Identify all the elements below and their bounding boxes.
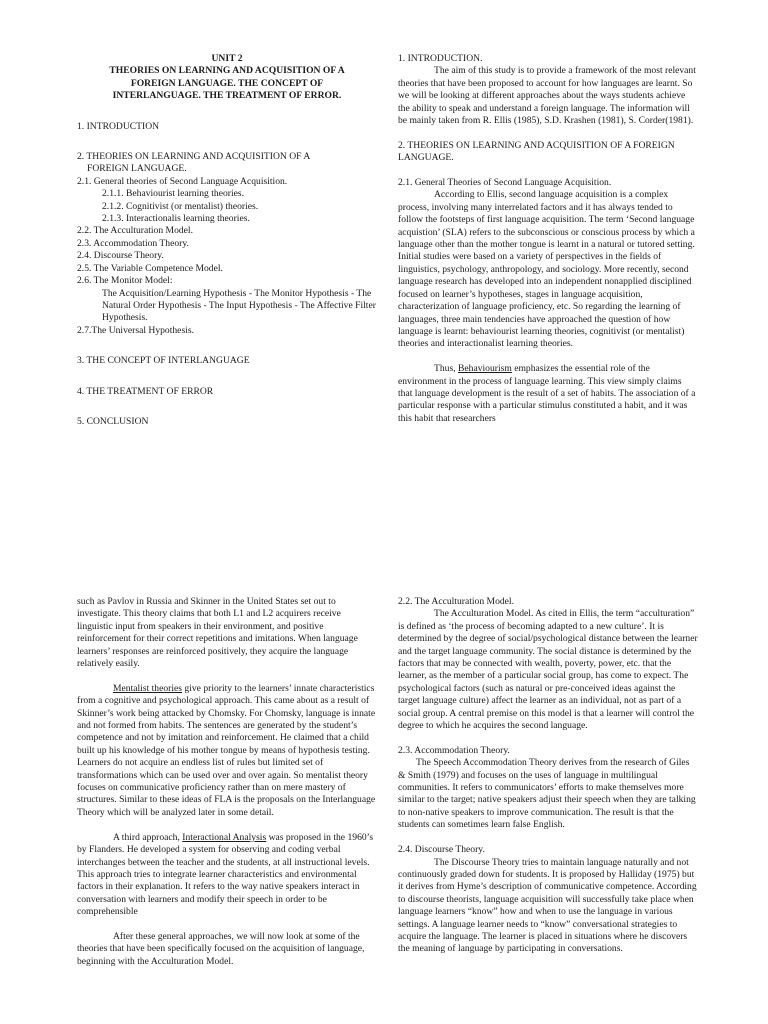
term-behaviourism: Behaviourism	[457, 363, 512, 375]
toc-item: 2.4. Discourse Theory.	[77, 250, 164, 262]
paragraph: The Discourse Theory tries to maintain language naturally and not continuously graded down for students. It is proposed by Halliday (1975) but it derives from Hyme’s description of communicative competence. According to discourse theorists, language acquisition will successfully take place when language learners “know” how and when to use the language in various settings. A language learner needs to “know” conversational strategies to acquire the language. The learner is placed in situations where he discovers the meaning of language by participating in conversations.	[398, 856, 697, 955]
toc-column	[77, 53, 377, 428]
paragraph-lead: A third approach,	[113, 831, 183, 843]
paragraph-body: emphasizes the essential role of the environment in the process of language learning. This view simply claims that language development is the result of a set of habits. The association of a particular response with a particular stimulus constituted a habit, and it was this habit that researchers	[398, 363, 696, 424]
unit-title-line: UNIT 2	[211, 53, 243, 64]
toc-item: 5. CONCLUSION	[77, 415, 149, 427]
toc-item: FOREIGN LANGUAGE.	[87, 163, 187, 175]
intro-column	[398, 53, 698, 425]
toc-item: 2.1. General theories of Second Language Acquisition.	[77, 175, 288, 187]
section-heading: 2.3. Accommodation Theory.	[398, 744, 510, 756]
paragraph: The aim of this study is to provide a framework of the most relevant theories that have been proposed to account for how languages are learnt. So we will be looking at different approaches about the ways students achieve the ability to speak and understand a foreign language. The information will be mainly taken from R. Ellis (1985), S.D. Krashen (1981), S. Corder(1981).	[398, 65, 696, 127]
toc-item: 1. INTRODUCTION	[77, 120, 160, 132]
unit-title-line: THEORIES ON LEARNING AND ACQUISITION OF A	[109, 65, 345, 77]
toc-item: 2. THEORIES ON LEARNING AND ACQUISITION OF A	[77, 151, 311, 163]
toc-item: 2.3. Accommodation Theory.	[77, 237, 189, 249]
paragraph	[77, 832, 377, 919]
table-of-contents	[77, 121, 377, 429]
toc-item: 2.1.1. Behaviourist learning theories.	[102, 188, 245, 200]
paragraph	[398, 363, 698, 425]
toc-item: 4. THE TREATMENT OF ERROR	[77, 385, 214, 397]
toc-item: 2.1.2. Cognitivist (or mentalist) theories.	[102, 200, 259, 212]
section-heading: 2.1. General Theories of Second Language Acquisition.	[398, 177, 612, 189]
toc-item: 2.2. The Acculturation Model.	[77, 225, 193, 237]
paragraph	[77, 683, 377, 819]
paragraph: such as Pavlov in Russia and Skinner in the United States set out to investigate. This theory claims that both L1 and L2 acquirers receive linguistic input from speakers in their environment, and positive reinforcement for their correct repetitions and imitations. When language learners’ responses are reinforced positively, they acquire the language relatively easily.	[77, 596, 358, 670]
toc-item: 2.6. The Monitor Model:	[77, 275, 173, 287]
section-heading: 2.4. Discourse Theory.	[398, 844, 485, 856]
models-column	[398, 596, 698, 956]
paragraph-body: give priority to the learners’ innate characteristics from a cognitive and psychological approach. This came about as a result of Skinner’s work being attacked by Chomsky. For Chomsky, language is innate and not formed from habits. The sentences are generated by the student’s competence and not by imitation and reinforcement. He claimed that a child built up his knowledge of his mother tongue by means of hypothesis testing. Learners do not acquire an endless list of rules but limited set of transformations which can be used over and over again. So mentalist theory focuses on communicative proficiency rather than on mere mastery of structures. Similar to these ideas of FLA is the proposals on the Interlanguage Theory which will be analyzed later in some detail.	[77, 682, 376, 818]
paragraph: According to Ellis, second language acquisition is a complex process, involving many interrelated factors and it has always tended to follow the footsteps of first language acquisition. The term ‘Second language acquistion’ (SLA) refers to the subconscious or conscious process by which a language other than the mother tongue is learnt in a natural or tutored setting. Initial studies were based on a variety of perspectives in the fields of linguistics, psychology, anthropology, and sociology. More recently, second language research has developed into an independent nonapplied disciplined focused on learner’s hypotheses, stages in language acquisition, characterization of language proficiency, etc. So regarding the learning of languages, three main tendencies have approached the question of how language is learnt: behaviourist learning theories, cognitivist (or mentalist) theories and interactionalist learning theories.	[398, 189, 695, 350]
paragraph: The Acculturation Model. As cited in Ellis, the term “acculturation” is defined as ‘the process of becoming adapted to a new culture’. It is determined by the degree of social/psychological distance between the learner and the target language community. The social distance is determined by the factors that may be connected with wealth, poverty, power, etc. that the learner, as the member of a particular social group, has come to expect. The psychological factors (such as natural or pre-conceived ideas against the target language culture) affect the learner as an individual, not as part of a social group. A central premise on this model is that a learner will control the degree to which he acquires the second language.	[398, 608, 698, 732]
toc-item: 3. THE CONCEPT OF INTERLANGUAGE	[77, 355, 250, 367]
section-heading: 1. INTRODUCTION.	[398, 53, 483, 64]
paragraph: The Speech Accommodation Theory derives from the research of Giles & Smith (1979) and focuses on the uses of language in multilingual communities. It refers to communicators’ efforts to make themselves more similar to the target; native speakers adjust their speech when they are talking to non-native speakers to improve communication. The result is that the students can sometimes learn false English.	[398, 757, 696, 831]
section-heading: 2. THEORIES ON LEARNING AND ACQUISITION OF A FOREIGN LANGUAGE.	[398, 139, 675, 164]
toc-item: 2.5. The Variable Competence Model.	[77, 262, 223, 274]
paragraph-body: was proposed in the 1960’s by Flanders. He developed a system for observing and coding verbal interchanges between the teacher and the students, at all instructional levels. This approach tries to integrate learner characteristics and environmental factors in their explanation. It refers to the way native speakers interact in conversation with learners and modify their speech in order to be comprehensible	[77, 831, 374, 918]
unit-title-line: FOREIGN LANGUAGE. THE CONCEPT OF	[130, 77, 324, 89]
unit-title-line: INTERLANGUAGE. THE TREATMENT OF ERROR.	[112, 90, 342, 102]
term-interactional: Interactional Analysis	[182, 831, 267, 843]
toc-item: 2.1.3. Interactionalis learning theories.	[102, 213, 250, 225]
toc-item: The Acquisition/Learning Hypothesis - The Monitor Hypothesis - The Natural Order Hypothesis - The Input Hypothesis - The Affective Filter Hypothesis.	[102, 287, 376, 324]
term-mentalist: Mentalist theories	[113, 682, 183, 694]
toc-item: 2.7.The Universal Hypothesis.	[77, 324, 194, 336]
section-heading: 2.2. The Acculturation Model.	[398, 596, 514, 607]
theories-column	[77, 596, 377, 968]
paragraph-lead: Thus,	[434, 363, 458, 375]
paragraph: After these general approaches, we will now look at some of the theories that have been specifically focused on the acquisition of language, beginning with the Acculturation Model.	[77, 930, 365, 967]
